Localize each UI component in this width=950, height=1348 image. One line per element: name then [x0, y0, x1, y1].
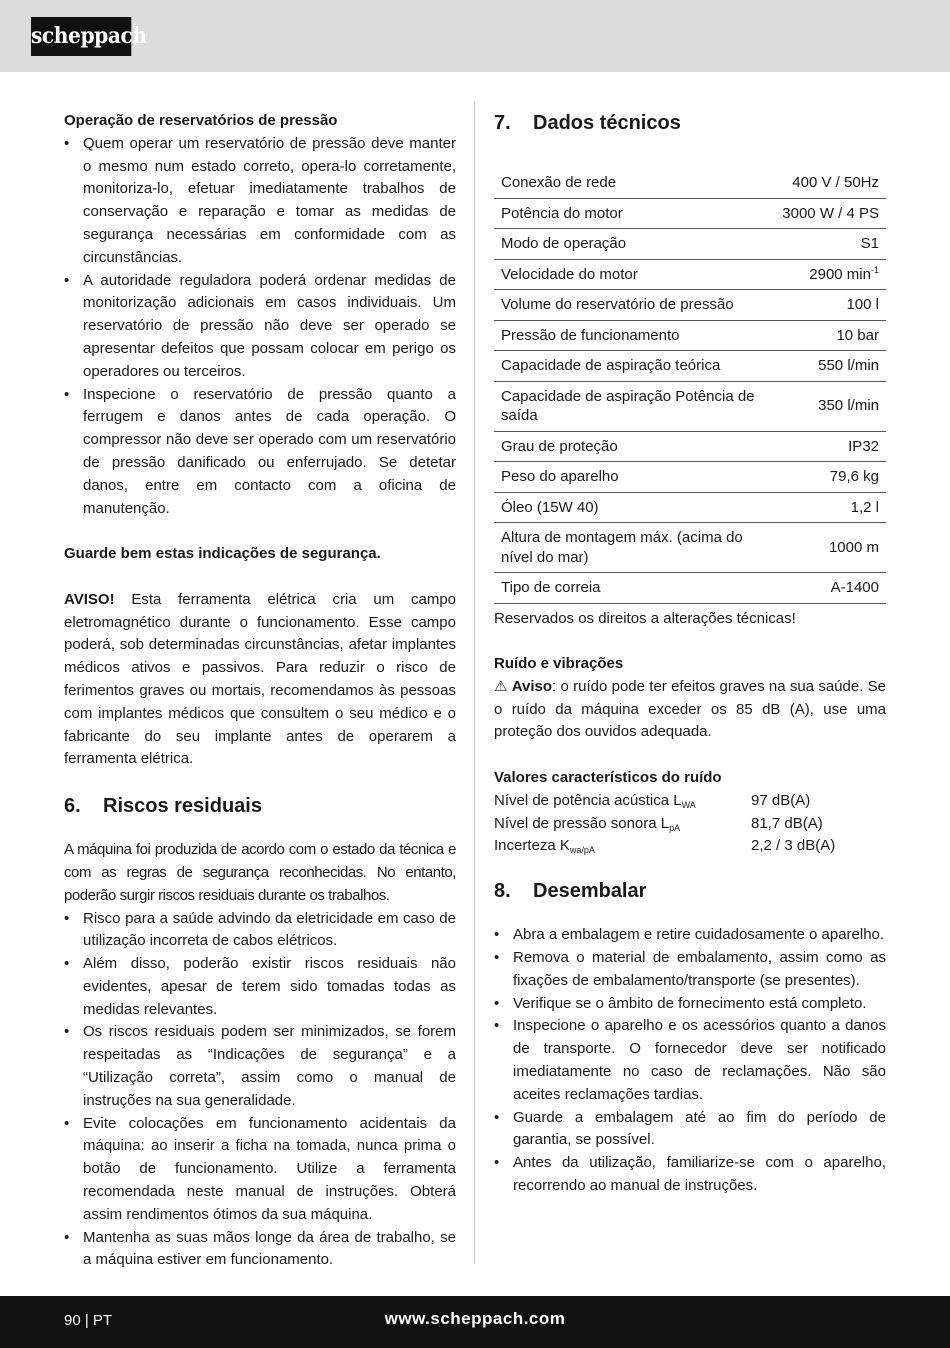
table-row — [494, 492, 886, 523]
spec-value: 550 l/min — [775, 351, 886, 382]
column-divider — [474, 102, 475, 1264]
table-row — [494, 198, 886, 229]
unpack-list — [494, 924, 886, 1198]
section-8-heading — [494, 878, 886, 904]
spec-value: 400 V / 50Hz — [775, 168, 886, 198]
table-row — [494, 523, 886, 573]
section-number: 6. — [64, 795, 81, 818]
spec-label: Volume do reservatório de pressão — [494, 290, 775, 321]
spec-label: Potência do motor — [494, 198, 775, 229]
noise-warning — [494, 676, 886, 744]
footer-band — [0, 1296, 950, 1348]
section-title: Dados técnicos — [533, 112, 681, 134]
spec-value: A-1400 — [775, 573, 886, 604]
spec-value: 350 l/min — [775, 381, 886, 431]
section-title: Riscos residuais — [103, 795, 262, 818]
residual-intro: A máquina foi produzida de acordo com o estado da técnica e com as regras de segurança reconhecidas. No entanto, poderão surgir riscos residuais durante os trabalhos. — [64, 841, 456, 904]
noise-label: Incerteza $K_{wa/pA}$ — [494, 837, 595, 856]
header-band — [0, 0, 950, 72]
list-item: • Quem operar um reservatório de pressão deve manter o mesmo num estado correto, opera-lo corretamente, monitoriza-lo, efetuar imediatamente trabalhos de conservação e reparação e tomar as medidas de segurança necessárias em conformidade com as circunstâncias. — [64, 133, 456, 270]
noise-row — [494, 790, 886, 813]
table-row — [494, 290, 886, 321]
list-item: • Inspecione o reservatório de pressão quanto a ferrugem e danos antes de cada operação. O compressor não deve ser operado com um reservatório de pressão danificado ou enferrujado. Se detetar danos, entre em contacto com a oficina de manutenção. — [64, 384, 456, 521]
page-number: 90 | PT — [64, 1312, 113, 1329]
section-number: 7. — [494, 112, 511, 134]
noise-row — [494, 835, 886, 858]
section-number: 8. — [494, 880, 511, 903]
list-item: • A autoridade reguladora poderá ordenar medidas de monitorização adicionais em casos individuais. Um reservatório de pressão não deve ser operado se apresentar defeitos que possam colocar em perigo os operadores ou terceiros. — [64, 270, 456, 384]
list-item: • Risco para a saúde advindo da eletricidade em caso de utilização incorreta de cabos elétricos. — [64, 908, 456, 954]
noise-heading: Ruído e vibrações — [494, 655, 624, 673]
spec-value: IP32 — [775, 431, 886, 462]
noise-values-heading: Valores característicos do ruído — [494, 769, 722, 787]
spec-label: Pressão de funcionamento — [494, 320, 775, 351]
spec-label: Conexão de rede — [494, 168, 775, 198]
noise-value: 81,7 dB(A) — [751, 814, 823, 832]
spec-value: 3000 W / 4 PS — [775, 198, 886, 229]
table-row — [494, 462, 886, 493]
right-column — [494, 110, 886, 1198]
table-row — [494, 351, 886, 382]
table-row — [494, 259, 886, 290]
noise-warn-label: Aviso — [511, 677, 553, 695]
noise-value: 2,2 / 3 dB(A) — [751, 837, 836, 855]
list-item: • Os riscos residuais podem ser minimizados, se forem respeitadas as “Indicações de segurança” e a “Utilização correta”, assim como o manual de instruções na sua generalidade. — [64, 1021, 456, 1112]
spec-label: Tipo de correia — [494, 573, 775, 604]
aviso-paragraph — [64, 589, 456, 771]
table-row — [494, 229, 886, 260]
noise-row — [494, 813, 886, 836]
section-6-heading — [64, 793, 456, 819]
spec-value: 1,2 l — [775, 492, 886, 523]
noise-label: Nível de potência acústica $L_{WA}$ — [494, 791, 696, 810]
spec-label: Velocidade do motor — [494, 259, 775, 290]
aviso-label: AVISO! — [64, 590, 115, 608]
reserved-note: Reservados os direitos a alterações técnicas! — [494, 609, 796, 627]
table-row — [494, 381, 886, 431]
spec-value: 10 bar — [775, 320, 886, 351]
table-row — [494, 320, 886, 351]
section-title: Desembalar — [533, 880, 647, 903]
brand-logo: scheppach — [31, 17, 131, 56]
spec-label: Capacidade de aspiração Potência de saída — [494, 381, 775, 431]
spec-label: Altura de montagem máx. (acima do nível do mar) — [494, 523, 775, 573]
list-item: • Inspecione o aparelho e os acessórios quanto a danos de transporte. O fornecedor deve ser notificado imediatamente no caso de reclamações. Não são aceites reclamações tardias. — [494, 1015, 886, 1106]
spec-value: S1 — [775, 229, 886, 260]
table-row — [494, 168, 886, 198]
spec-label: Modo de operação — [494, 229, 775, 260]
list-item: • Abra a embalagem e retire cuidadosamente o aparelho. — [494, 924, 886, 947]
spec-value: 1000 m — [775, 523, 886, 573]
website-link[interactable]: www.scheppach.com — [384, 1309, 566, 1328]
warning-triangle-icon: ⚠ — [494, 677, 508, 695]
section-7-heading — [494, 110, 886, 136]
noise-values-table — [494, 790, 886, 858]
aviso-text: Esta ferramenta elétrica cria um campo eletromagnético durante o funcionamento. Esse campo poderá, sob determinadas circunstâncias, afetar implantes médicos ativos e passivos. Para reduzir o risco de ferimentos graves ou mortais, recomendamos às pessoas com implantes médicos que consultem o seu médico e o fabricante do seu implante antes de operarem a ferramenta elétrica. — [64, 590, 456, 768]
list-item: • Verifique se o âmbito de fornecimento está completo. — [494, 993, 886, 1016]
list-item: • Antes da utilização, familiarize-se com o aparelho, recorrendo ao manual de instruções. — [494, 1152, 886, 1198]
list-item: • Mantenha as suas mãos longe da área de trabalho, se a máquina estiver em funcionamento. — [64, 1227, 456, 1273]
table-row — [494, 573, 886, 604]
keep-notice: Guarde bem estas indicações de segurança. — [64, 545, 381, 563]
spec-label: Grau de proteção — [494, 431, 775, 462]
list-item: • Remova o material de embalamento, assim como as fixações de embalamento/transporte (se presentes). — [494, 947, 886, 993]
list-item: • Evite colocações em funcionamento acidentais da máquina: ao inserir a ficha na tomada, nunca prima o botão de funcionamento. Utilize a ferramenta recomendada neste manual de instruções. Obterá assim rendimentos ótimos da sua máquina. — [64, 1113, 456, 1227]
list-item: • Guarde a embalagem até ao fim do período de garantia, se possível. — [494, 1107, 886, 1153]
noise-value: 97 dB(A) — [751, 791, 811, 809]
table-row — [494, 431, 886, 462]
spec-value: 100 l — [775, 290, 886, 321]
pressure-heading: Operação de reservatórios de pressão — [64, 112, 338, 129]
residual-list — [64, 908, 456, 1273]
left-column — [64, 110, 456, 1272]
list-item: • Além disso, poderão existir riscos residuais não evidentes, apesar de terem sido tomadas todas as medidas relevantes. — [64, 953, 456, 1021]
noise-label: Nível de pressão sonora $L_{pA}$ — [494, 814, 681, 833]
spec-label: Peso do aparelho — [494, 462, 775, 493]
noise-warn-text: : o ruído pode ter efeitos graves na sua saúde. Se o ruído da máquina exceder os 85 dB (A), use uma proteção dos ouvidos adequada. — [494, 677, 886, 741]
spec-value: 79,6 kg — [775, 462, 886, 493]
pressure-list — [64, 133, 456, 521]
spec-value: 2900 $\min^{-1}$ — [775, 259, 886, 290]
spec-label: Óleo (15W 40) — [494, 492, 775, 523]
specs-table — [494, 168, 886, 604]
spec-label: Capacidade de aspiração teórica — [494, 351, 775, 382]
